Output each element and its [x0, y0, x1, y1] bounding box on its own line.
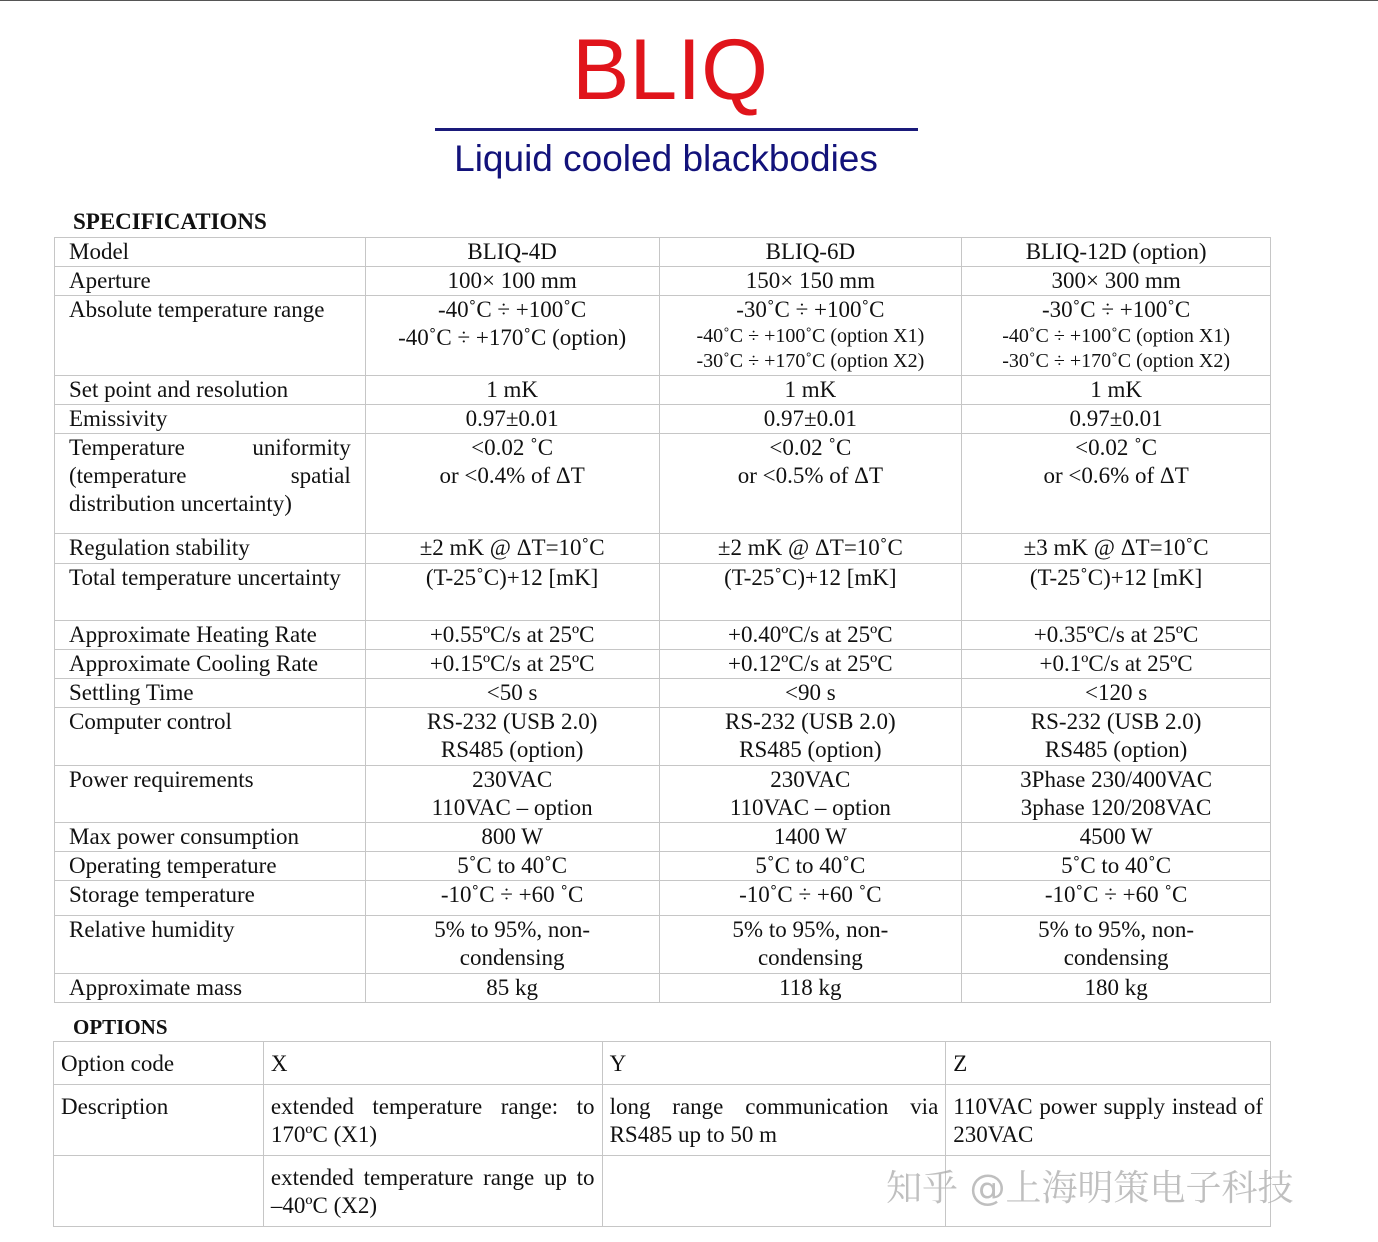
spec-value-cell	[962, 823, 1271, 852]
spec-row	[55, 267, 1271, 296]
page-subtitle: Liquid cooled blackbodies	[454, 138, 878, 179]
spec-value-cell	[365, 564, 659, 621]
spec-value: ±2 mK @ ΔT=10˚C	[419, 535, 605, 560]
spec-value: or <0.5% of ΔT	[737, 463, 883, 488]
spec-value: condensing	[459, 945, 565, 970]
option-cell: long range communication via RS485 up to 50 m	[602, 1085, 946, 1156]
spec-value: condensing	[757, 945, 863, 970]
spec-row	[55, 823, 1271, 852]
spec-value: +0.15ºC/s at 25ºC	[429, 651, 595, 676]
spec-value: ±3 mK @ ΔT=10˚C	[1023, 535, 1209, 560]
spec-value-cell	[962, 881, 1271, 916]
specifications-heading: SPECIFICATIONS	[73, 209, 267, 234]
spec-value: 118 kg	[779, 975, 842, 1000]
spec-value: BLIQ-4D	[467, 239, 557, 264]
spec-value-cell	[659, 974, 962, 1003]
spec-value: RS485 (option)	[440, 737, 584, 762]
spec-value-cell	[962, 679, 1271, 708]
spec-value-cell	[962, 766, 1271, 823]
spec-value: -30˚C ÷ +170˚C (option X2)	[696, 350, 925, 372]
spec-label: Operating temperature	[55, 852, 366, 881]
spec-value: 230VAC	[472, 767, 553, 792]
spec-value: or <0.6% of ΔT	[1043, 463, 1189, 488]
watermark: 知乎 @上海明策电子科技	[886, 1168, 1294, 1209]
spec-value: (T-25˚C)+12 [mK]	[425, 565, 599, 590]
option-cell	[54, 1156, 264, 1227]
spec-value: 110VAC – option	[729, 795, 891, 820]
spec-value: BLIQ-12D (option)	[1025, 239, 1207, 264]
spec-value-cell	[962, 405, 1271, 434]
spec-row	[55, 852, 1271, 881]
spec-value-cell	[962, 564, 1271, 621]
title-divider	[435, 128, 918, 131]
spec-value: -40˚C ÷ +100˚C (option X1)	[696, 325, 925, 347]
spec-value: 5˚C to 40˚C	[457, 853, 568, 878]
spec-value: 3Phase 230/400VAC	[1020, 767, 1213, 792]
spec-value-cell	[365, 621, 659, 650]
spec-value: <0.02 ˚C	[769, 435, 852, 460]
spec-row	[55, 766, 1271, 823]
spec-value-cell	[659, 823, 962, 852]
spec-row	[55, 296, 1271, 376]
spec-value: 1 mK	[486, 377, 538, 402]
spec-row	[55, 564, 1271, 621]
spec-value: 1 mK	[784, 377, 837, 402]
spec-value: 5% to 95%, non-	[1038, 917, 1195, 942]
spec-value-cell	[659, 405, 962, 434]
spec-value: <90 s	[785, 680, 836, 705]
spec-value: RS-232 (USB 2.0)	[1030, 709, 1202, 734]
spec-label: Computer control	[55, 708, 366, 766]
spec-value-cell	[962, 296, 1271, 376]
spec-value: 0.97±0.01	[465, 406, 559, 431]
spec-value: -30˚C ÷ +100˚C	[736, 297, 885, 322]
spec-value-cell	[659, 296, 962, 376]
spec-value: +0.1ºC/s at 25ºC	[1039, 651, 1193, 676]
spec-value-cell	[659, 650, 962, 679]
option-cell: X	[263, 1042, 602, 1085]
spec-label: Regulation stability	[55, 534, 366, 564]
spec-value: RS485 (option)	[1044, 737, 1188, 762]
spec-value: -10˚C ÷ +60 ˚C	[1044, 882, 1188, 907]
option-cell: Description	[54, 1085, 264, 1156]
spec-value-cell	[365, 974, 659, 1003]
option-cell: extended temperature range up to –40ºC (X2)	[263, 1156, 602, 1227]
spec-value: <0.02 ˚C	[471, 435, 554, 460]
spec-value: 0.97±0.01	[763, 406, 857, 431]
spec-value: +0.35ºC/s at 25ºC	[1033, 622, 1199, 647]
spec-row	[55, 238, 1271, 267]
spec-label: Approximate Cooling Rate	[55, 650, 366, 679]
spec-value-cell	[365, 267, 659, 296]
spec-value-cell	[365, 916, 659, 974]
spec-value: 4500 W	[1079, 824, 1153, 849]
spec-label: Model	[55, 238, 366, 267]
spec-value: 1 mK	[1090, 377, 1142, 402]
spec-value: -30˚C ÷ +100˚C	[1041, 297, 1191, 322]
spec-value-cell	[365, 650, 659, 679]
spec-value-cell	[962, 916, 1271, 974]
spec-value-cell	[659, 916, 962, 974]
spec-value: or <0.4% of ΔT	[439, 463, 585, 488]
option-cell: Y	[602, 1042, 946, 1085]
spec-value-cell	[365, 296, 659, 376]
spec-value: -40˚C ÷ +100˚C	[438, 297, 587, 322]
spec-value-cell	[659, 376, 962, 405]
spec-value: 5% to 95%, non-	[732, 917, 889, 942]
spec-value-cell	[659, 267, 962, 296]
spec-value: 230VAC	[770, 767, 851, 792]
spec-value-cell	[962, 708, 1271, 766]
spec-value: BLIQ-6D	[765, 239, 856, 264]
spec-value-cell	[962, 376, 1271, 405]
spec-value: +0.55ºC/s at 25ºC	[429, 622, 595, 647]
spec-value-cell	[962, 852, 1271, 881]
spec-value-cell	[659, 766, 962, 823]
spec-value-cell	[962, 434, 1271, 534]
spec-value-cell	[962, 621, 1271, 650]
specifications-table	[54, 237, 1271, 1003]
spec-value: +0.12ºC/s at 25ºC	[728, 651, 893, 676]
spec-value-cell	[365, 434, 659, 534]
spec-value: (T-25˚C)+12 [mK]	[1029, 565, 1203, 590]
spec-value-cell	[659, 708, 962, 766]
spec-value: +0.40ºC/s at 25ºC	[728, 622, 893, 647]
spec-row	[55, 916, 1271, 974]
spec-value-cell	[659, 534, 962, 564]
spec-row	[55, 534, 1271, 564]
spec-value-cell	[659, 434, 962, 534]
spec-row	[55, 650, 1271, 679]
option-cell: Z	[946, 1042, 1271, 1085]
spec-value-cell	[365, 679, 659, 708]
spec-value: 300× 300 mm	[1051, 268, 1181, 293]
spec-value: <120 s	[1085, 680, 1148, 705]
spec-value-cell	[962, 534, 1271, 564]
page-title: BLIQ	[572, 22, 768, 118]
spec-value-cell	[962, 238, 1271, 267]
spec-value-cell	[365, 766, 659, 823]
spec-label: Set point and resolution	[55, 376, 366, 405]
spec-label: Emissivity	[55, 405, 366, 434]
spec-value-cell	[365, 852, 659, 881]
spec-value: 85 kg	[486, 975, 538, 1000]
option-cell: 110VAC power supply instead of 230VAC	[946, 1085, 1271, 1156]
spec-value: -30˚C ÷ +170˚C (option X2)	[1002, 350, 1230, 372]
spec-label: Settling Time	[55, 679, 366, 708]
spec-row	[55, 434, 1271, 534]
spec-value-cell	[365, 823, 659, 852]
spec-label: Approximate mass	[55, 974, 366, 1003]
spec-value: 1400 W	[773, 824, 847, 849]
spec-value-cell	[365, 881, 659, 916]
spec-row	[55, 405, 1271, 434]
spec-label: Relative humidity	[55, 916, 366, 974]
spec-value-cell	[962, 267, 1271, 296]
spec-value: ±2 mK @ ΔT=10˚C	[717, 535, 903, 560]
spec-value-cell	[365, 708, 659, 766]
spec-row	[55, 376, 1271, 405]
option-row	[54, 1042, 1271, 1085]
spec-value-cell	[659, 238, 962, 267]
spec-value: 150× 150 mm	[745, 268, 875, 293]
spec-value: RS485 (option)	[739, 737, 882, 762]
spec-row	[55, 708, 1271, 766]
spec-value: 100× 100 mm	[447, 268, 577, 293]
spec-value: 5% to 95%, non-	[434, 917, 591, 942]
spec-label: Absolute temperature range	[55, 296, 366, 376]
spec-value: 3phase 120/208VAC	[1020, 795, 1212, 820]
spec-value-cell	[659, 852, 962, 881]
spec-value: 0.97±0.01	[1069, 406, 1163, 431]
spec-label: Power requirements	[55, 766, 366, 823]
spec-value: 5˚C to 40˚C	[755, 853, 866, 878]
spec-label: Total temperature uncertainty	[55, 564, 366, 621]
spec-value: -40˚C ÷ +170˚C (option)	[398, 325, 627, 350]
spec-row	[55, 974, 1271, 1003]
spec-value: 180 kg	[1084, 975, 1148, 1000]
spec-value: 800 W	[481, 824, 543, 849]
spec-label: Max power consumption	[55, 823, 366, 852]
option-cell: extended temperature range: to 170ºC (X1)	[263, 1085, 602, 1156]
spec-value: condensing	[1063, 945, 1169, 970]
spec-value-cell	[659, 564, 962, 621]
spec-value: <0.02 ˚C	[1075, 435, 1158, 460]
spec-label: Temperature uniformity (temperature spatial distribution uncertainty)	[55, 434, 366, 534]
spec-label: Aperture	[55, 267, 366, 296]
options-heading: OPTIONS	[73, 1015, 168, 1039]
spec-value-cell	[962, 974, 1271, 1003]
spec-row	[55, 881, 1271, 916]
spec-value-cell	[365, 376, 659, 405]
spec-value: -10˚C ÷ +60 ˚C	[440, 882, 584, 907]
spec-value: RS-232 (USB 2.0)	[426, 709, 598, 734]
spec-value-cell	[365, 238, 659, 267]
option-cell: Option code	[54, 1042, 264, 1085]
spec-value: 5˚C to 40˚C	[1061, 853, 1172, 878]
top-border-line	[0, 0, 1378, 1]
spec-value: <50 s	[486, 680, 538, 705]
spec-label: Storage temperature	[55, 881, 366, 916]
spec-value-cell	[659, 621, 962, 650]
spec-value-cell	[365, 405, 659, 434]
spec-value-cell	[659, 881, 962, 916]
spec-value: RS-232 (USB 2.0)	[725, 709, 896, 734]
option-row	[54, 1085, 1271, 1156]
spec-value-cell	[962, 650, 1271, 679]
spec-value: -10˚C ÷ +60 ˚C	[739, 882, 882, 907]
spec-row	[55, 679, 1271, 708]
spec-value: (T-25˚C)+12 [mK]	[724, 565, 897, 590]
spec-label: Approximate Heating Rate	[55, 621, 366, 650]
spec-value-cell	[365, 534, 659, 564]
spec-value-cell	[659, 679, 962, 708]
spec-value: -40˚C ÷ +100˚C (option X1)	[1002, 325, 1230, 347]
spec-row	[55, 621, 1271, 650]
spec-value: 110VAC – option	[431, 795, 593, 820]
